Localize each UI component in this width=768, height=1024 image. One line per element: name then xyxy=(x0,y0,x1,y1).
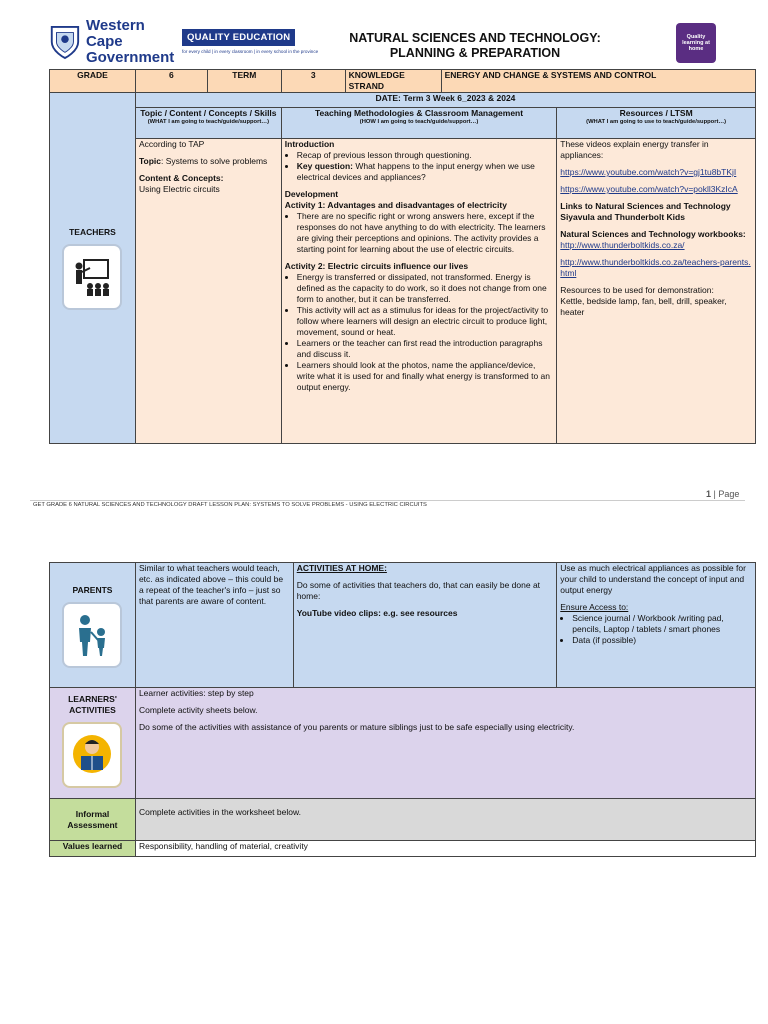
topic-intro: According to TAP xyxy=(138,139,205,149)
reading-child-icon xyxy=(62,722,122,788)
learners-activities-cell xyxy=(135,688,755,799)
page-number xyxy=(706,489,739,499)
parents-res-text: Use as much electrical appliances as possible for your child to understand the concept of input and output energy xyxy=(560,563,746,595)
res-link-3[interactable]: http://www.thunderboltkids.co.za/ xyxy=(560,240,685,250)
title-line1: NATURAL SCIENCES AND TECHNOLOGY: xyxy=(349,31,601,45)
col-resources-sub: (WHAT I am going to use to teach/guide/support…) xyxy=(586,119,727,125)
topic-line xyxy=(139,156,278,167)
parents-label-cell xyxy=(50,563,136,688)
col-topic-sub: (WHAT I am going to teach/guide/support…) xyxy=(147,119,269,125)
col-resources-header xyxy=(557,108,756,139)
act2-bullet-1: • Energy is transferred or dissipated, not transformed. Energy is defined as the capacity to do work, so it does not change from one form to another, but it can be transferred. xyxy=(297,272,554,305)
topic-value: : Systems to solve problems xyxy=(161,156,268,166)
act2-bullet-2: • This activity will act as a stimulus for ideas for the project/activity to follow where learners will design an electric circuit to produce light, movement, sound or heat. xyxy=(297,305,554,338)
teacher-icon xyxy=(62,244,122,310)
quality-learning-logo xyxy=(676,23,716,63)
learners-label: LEARNERS' ACTIVITIES xyxy=(68,694,117,715)
parents-resources-cell xyxy=(557,563,756,688)
concepts-label: Content & Concepts: xyxy=(138,173,224,183)
learners-label-cell xyxy=(50,688,136,799)
parents-info-cell: Similar to what teachers would teach, etc. as indicated above – this could be a repeat of the teacher's info – just so that parents are aware of content. xyxy=(135,563,293,688)
res-demo-list: Kettle, bedside lamp, fan, bell, drill, speaker, heater xyxy=(560,296,727,317)
qlogo-text: Quality learning at home xyxy=(682,34,710,52)
act1-bullet-1: • There are no specific right or wrong answers here, except if the responses do not have anything to do with electricity. The learners are giving their perceptions and opinions. The activity provides a starting point for learning about the use of electric circuits. xyxy=(297,211,554,255)
learners-assist: Do some of the activities with assistance of you parents or mature siblings just to be safe especially using electricity. xyxy=(138,722,575,732)
footer-divider xyxy=(30,500,745,501)
act1-heading: Activity 1: Advantages and disadvantages of electricity xyxy=(284,200,507,210)
col-topic-title: Topic / Content / Concepts / Skills xyxy=(140,108,277,118)
act2-bullet-4: • Learners should look at the photos, name the appliance/device, write what it is used for and finally what energy is transformed to an output energy. xyxy=(297,360,554,393)
dev-heading: Development xyxy=(284,189,339,199)
key-question-label: Key question: xyxy=(296,161,353,171)
teachers-label: TEACHERS xyxy=(69,226,116,237)
methodology-cell xyxy=(281,139,557,444)
informal-text: Complete activities in the worksheet below. xyxy=(135,799,755,841)
ensure-bullet-2: • Data (if possible) xyxy=(572,635,752,646)
intro-bullet-2 xyxy=(297,161,554,183)
learners-complete: Complete activity sheets below. xyxy=(138,705,258,715)
res-links-heading: Links to Natural Sciences and Technology Siyavula and Thunderbolt Kids xyxy=(560,201,731,222)
youtube-clips: YouTube video clips: e.g. see resources xyxy=(296,608,458,618)
strand-value: ENERGY AND CHANGE & SYSTEMS AND CONTROL xyxy=(441,70,755,93)
info-row xyxy=(50,70,756,93)
grade-value: 6 xyxy=(135,70,207,93)
wcg-line1: Western Cape xyxy=(85,17,145,50)
res-link-2[interactable]: https://www.youtube.com/watch?v=pokll3KzIcA xyxy=(560,184,738,194)
col-topic-header xyxy=(135,108,281,139)
home-activities-text: Do some of activities that teachers do, that can easily be done at home: xyxy=(296,580,541,601)
intro-bullet-1: • Recap of previous lesson through questioning. xyxy=(297,150,554,161)
footer-title: GET GRADE 6 NATURAL SCIENCES AND TECHNOLOGY DRAFT LESSON PLAN: SYSTEMS TO SOLVE PROBLEMS - USING ELECTRIC CIRCUITS xyxy=(33,502,427,508)
res-intro: These videos explain energy transfer in appliances: xyxy=(560,139,709,160)
topic-label: Topic xyxy=(138,156,161,166)
term-label: TERM xyxy=(207,70,281,93)
grade-label: GRADE xyxy=(50,70,136,93)
parent-child-icon xyxy=(62,602,122,668)
strand-label: KNOWLEDGE STRAND xyxy=(345,70,441,93)
act2-bullet-3: • Learners or the teacher can first read the introduction paragraphs and discuss it. xyxy=(297,338,554,360)
term-value: 3 xyxy=(281,70,345,93)
qe-tagline: for every child | in every classroom | in every school in the province xyxy=(182,49,319,54)
learners-step: Learner activities: step by step xyxy=(138,688,254,698)
ensure-heading: Ensure Access to: xyxy=(560,602,629,612)
home-activities-heading: ACTIVITIES AT HOME: xyxy=(296,563,387,573)
col-resources-title: Resources / LTSM xyxy=(619,108,693,118)
teachers-label-cell xyxy=(50,93,136,444)
resources-cell xyxy=(557,139,756,444)
parents-learners-table xyxy=(49,562,756,857)
quality-education-logo xyxy=(182,27,352,54)
ensure-bullet-1: • Science journal / Workbook /writing pad, pencils, Laptop / tablets / smart phones xyxy=(572,613,752,635)
page-num: 1 xyxy=(706,489,712,499)
values-text: Responsibility, handling of material, creativity xyxy=(135,841,755,857)
col-method-sub: (HOW I am going to teach/guide/support…) xyxy=(359,119,479,125)
parents-label: PARENTS xyxy=(72,585,113,595)
date-cell: DATE: Term 3 Week 6_2023 & 2024 xyxy=(135,93,755,108)
parents-activities-cell xyxy=(293,563,557,688)
informal-label: Informal Assessment xyxy=(50,799,136,841)
values-label: Values learned xyxy=(50,841,136,857)
act2-heading: Activity 2: Electric circuits influence our lives xyxy=(284,261,469,271)
crest-icon xyxy=(48,22,82,62)
col-method-header xyxy=(281,108,557,139)
wcg-logo xyxy=(48,17,180,66)
key-question-text: What happens to the input energy when we use electrical devices and appliances? xyxy=(296,161,535,182)
res-link-4[interactable]: http://www.thunderboltkids.co.za/teachers-parents.html xyxy=(560,257,751,278)
qe-label: QUALITY EDUCATION xyxy=(182,29,295,46)
res-demo: Resources to be used for demonstration: xyxy=(560,285,714,295)
intro-heading: Introduction xyxy=(284,139,335,149)
page-label: | Page xyxy=(713,489,740,499)
col-method-title: Teaching Methodologies & Classroom Management xyxy=(314,108,524,118)
topic-cell xyxy=(135,139,281,444)
page-title xyxy=(330,31,620,61)
concepts-value: Using Electric circuits xyxy=(138,184,220,194)
wcg-line2: Government xyxy=(85,49,175,66)
teacher-plan-table xyxy=(49,69,756,444)
res-link-1[interactable]: https://www.youtube.com/watch?v=gj1tu8bTKjI xyxy=(560,167,737,177)
title-line2: PLANNING & PREPARATION xyxy=(389,46,561,60)
res-wb-heading: Natural Sciences and Technology workbooks: xyxy=(560,229,746,239)
